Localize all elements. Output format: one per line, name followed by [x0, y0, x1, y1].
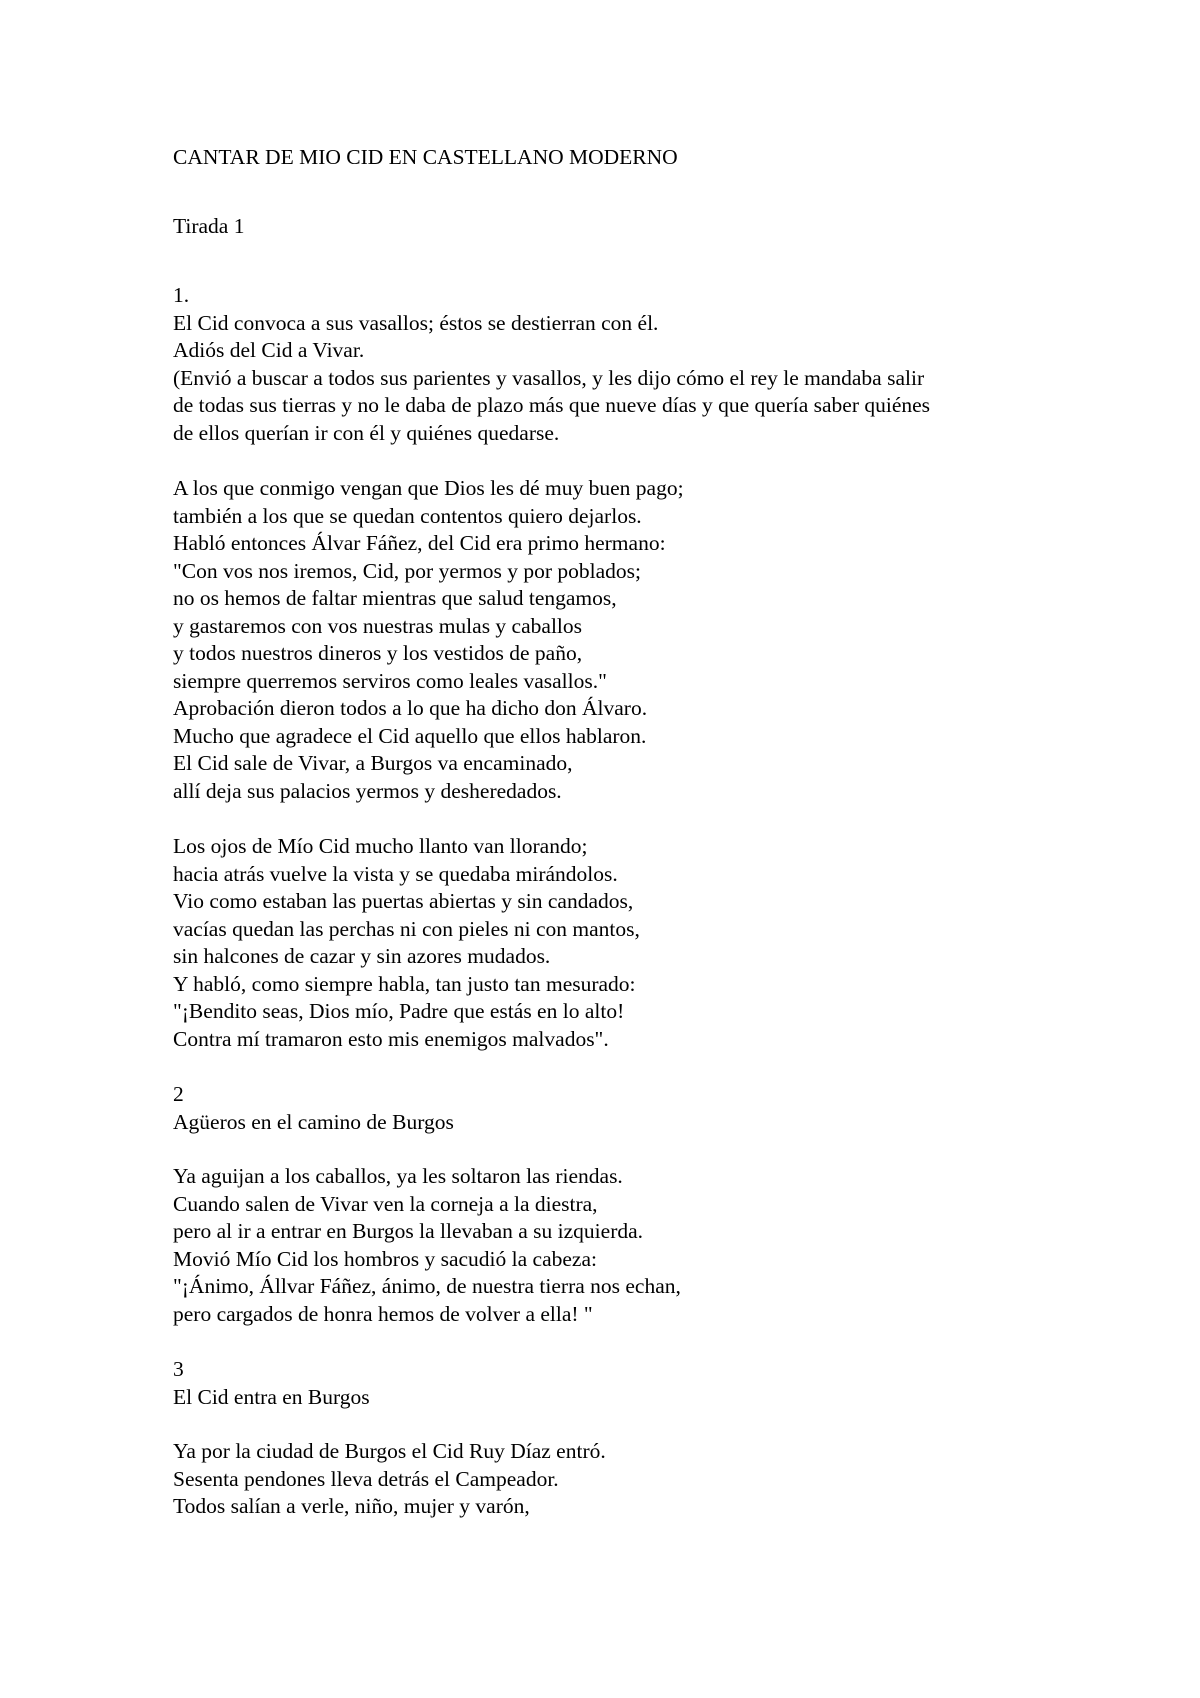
section-1-heading-line: Adiós del Cid a Vivar.: [173, 338, 365, 362]
section-1-heading-line: El Cid convoca a sus vasallos; éstos se destierran con él.: [173, 310, 659, 335]
verse-line: El Cid sale de Vivar, a Burgos va encaminado,: [173, 751, 573, 775]
section-1-stanza-1: [173, 475, 684, 805]
verse-line: sin halcones de cazar y sin azores mudados.: [173, 944, 551, 968]
verse-line: Los ojos de Mío Cid mucho llanto van llorando;: [173, 834, 588, 858]
section-2-heading: Agüeros en el camino de Burgos: [173, 1109, 454, 1134]
verse-line: pero cargados de honra hemos de volver a ella! ": [173, 1301, 593, 1326]
verse-line: Cuando salen de Vivar ven la corneja a la diestra,: [173, 1191, 598, 1216]
section-2-stanza: [173, 1163, 681, 1328]
verse-line: y gastaremos con vos nuestras mulas y caballos: [173, 613, 583, 638]
section-1-heading-line: de todas sus tierras y no le daba de plazo más que nueve días y que quería saber quiénes: [173, 393, 931, 417]
section-1-stanza-2: [173, 833, 640, 1053]
section-3-number: 3: [173, 1357, 184, 1381]
document-title: CANTAR DE MIO CID EN CASTELLANO MODERNO: [173, 145, 678, 169]
tirada-label: [173, 213, 244, 241]
verse-line: vacías quedan las perchas ni con pieles ni con mantos,: [173, 916, 640, 941]
verse-line: Movió Mío Cid los hombros y sacudió la cabeza:: [173, 1246, 597, 1271]
section-3-heading-block: [173, 1356, 370, 1411]
verse-line: Todos salían a verle, niño, mujer y varón,: [173, 1494, 530, 1518]
verse-line: Habló entonces Álvar Fáñez, del Cid era primo hermano:: [173, 531, 666, 555]
verse-line: "¡Ánimo, Állvar Fáñez, ánimo, de nuestra tierra nos echan,: [173, 1274, 681, 1298]
verse-line: A los que conmigo vengan que Dios les dé muy buen pago;: [173, 476, 684, 500]
verse-line: hacia atrás vuelve la vista y se quedaba mirándolos.: [173, 861, 618, 886]
verse-line: Sesenta pendones lleva detrás el Campeador.: [173, 1466, 559, 1491]
verse-line: allí deja sus palacios yermos y desheredados.: [173, 778, 562, 803]
verse-line: "¡Bendito seas, Dios mío, Padre que estás en lo alto!: [173, 999, 625, 1023]
verse-line: "Con vos nos iremos, Cid, por yermos y por poblados;: [173, 558, 642, 583]
section-1-heading-block: [173, 282, 930, 447]
section-3-heading: El Cid entra en Burgos: [173, 1384, 370, 1409]
verse-line: Ya por la ciudad de Burgos el Cid Ruy Díaz entró.: [173, 1439, 606, 1463]
verse-line: y todos nuestros dineros y los vestidos de paño,: [173, 641, 583, 665]
section-1-heading-line: de ellos querían ir con él y quiénes quedarse.: [173, 420, 560, 445]
verse-line: Vio como estaban las puertas abiertas y sin candados,: [173, 889, 634, 913]
section-1-number: 1.: [173, 283, 190, 307]
verse-line: pero al ir a entrar en Burgos la llevaban a su izquierda.: [173, 1219, 644, 1243]
tirada-heading: Tirada 1: [173, 214, 245, 238]
verse-line: Mucho que agradece el Cid aquello que ellos hablaron.: [173, 723, 647, 748]
verse-line: Y habló, como siempre habla, tan justo tan mesurado:: [173, 971, 636, 996]
verse-line: Aprobación dieron todos a lo que ha dicho don Álvaro.: [173, 696, 648, 720]
section-2-number: 2: [173, 1082, 184, 1106]
section-1-heading-line: (Envió a buscar a todos sus parientes y vasallos, y les dijo cómo el rey le mandaba salir: [173, 365, 925, 390]
verse-line: Ya aguijan a los caballos, ya les soltaron las riendas.: [173, 1164, 623, 1188]
section-3-stanza: [173, 1438, 606, 1521]
verse-line: también a los que se quedan contentos quiero dejarlos.: [173, 503, 642, 528]
verse-line: Contra mí tramaron esto mis enemigos malvados".: [173, 1026, 609, 1051]
verse-line: siempre querremos serviros como leales vasallos.": [173, 668, 607, 693]
section-2-heading-block: [173, 1081, 454, 1136]
verse-line: no os hemos de faltar mientras que salud tengamos,: [173, 586, 617, 610]
